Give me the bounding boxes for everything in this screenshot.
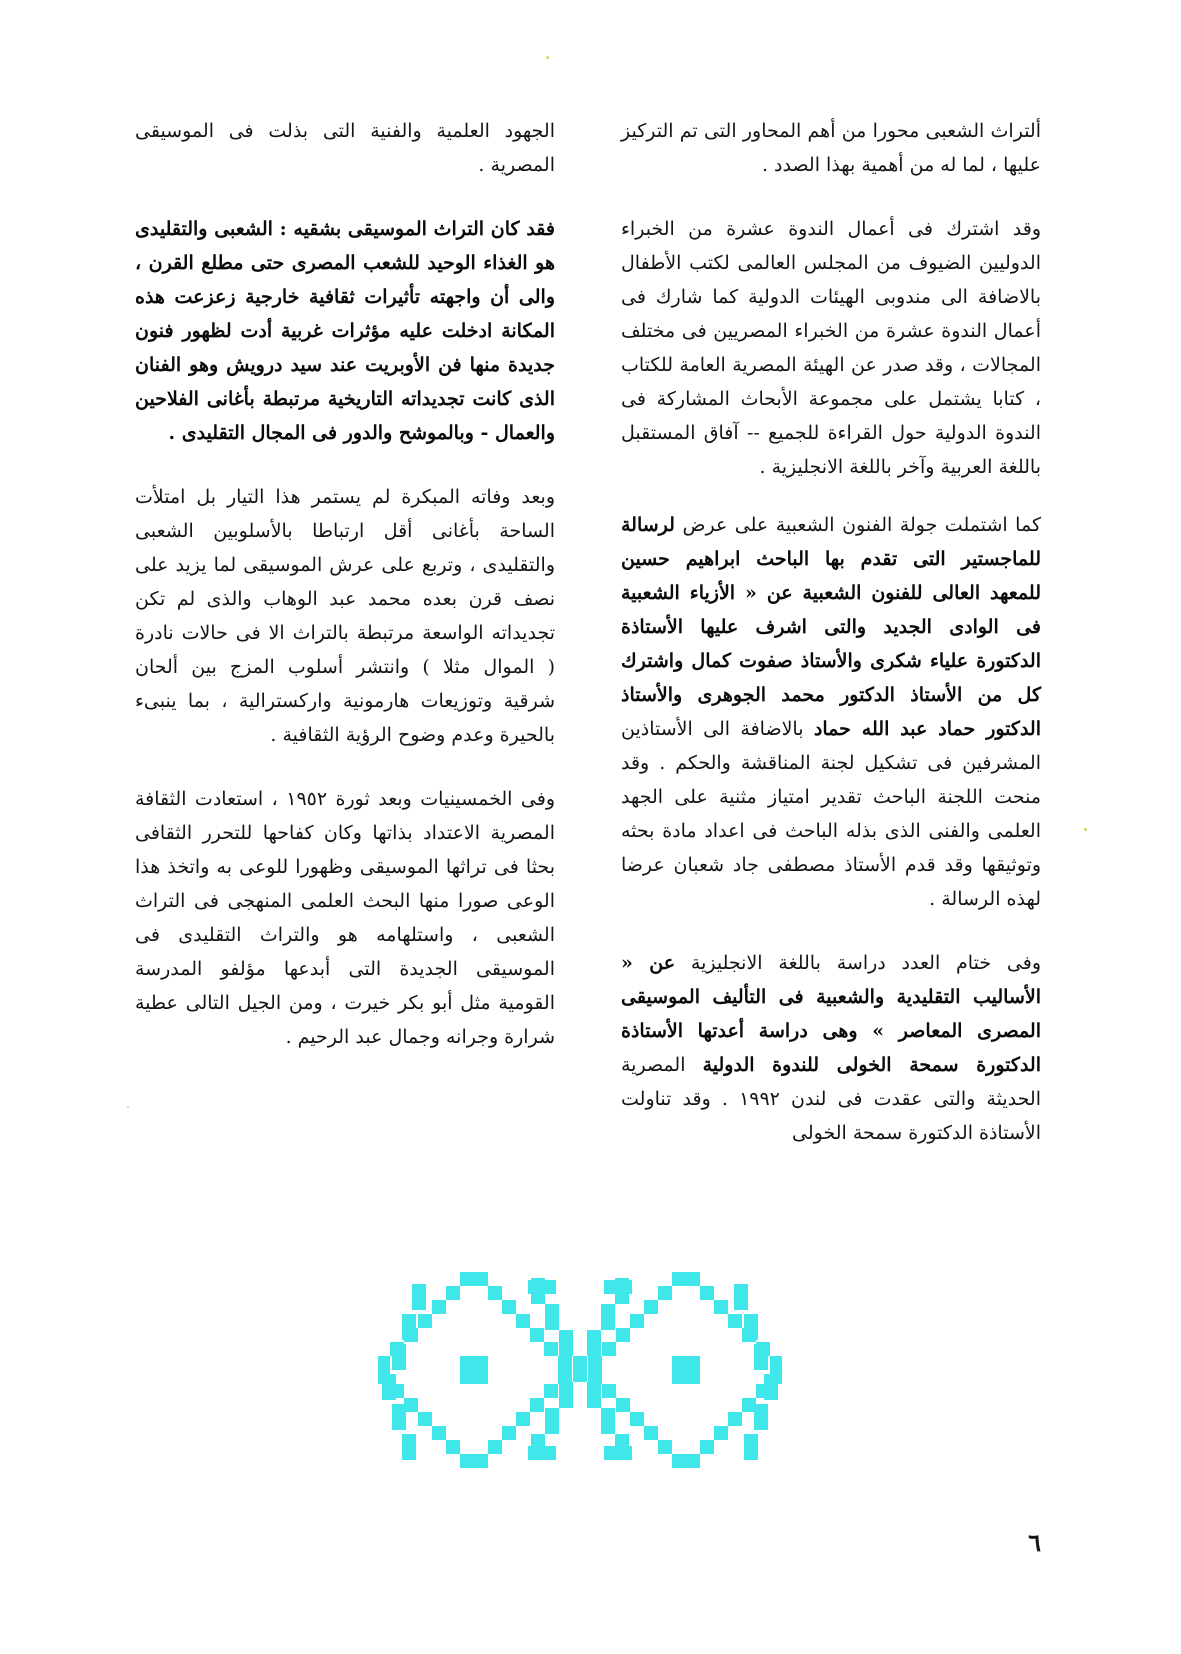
- ornament-block: [559, 1382, 573, 1408]
- folk-pattern-ornament: [378, 1270, 782, 1470]
- ornament-block: [418, 1314, 432, 1328]
- ornament-block: [474, 1454, 488, 1468]
- ornament-block: [644, 1426, 658, 1440]
- ornament-block: [412, 1284, 426, 1310]
- ornament-block: [672, 1454, 686, 1468]
- ornament-block: [544, 1342, 558, 1356]
- bold-paragraph-text: عن « الأساليب التقليدية والشعبية فى التأليف الموسيقى المصرى المعاصر » وهى دراسة أعدتها الأستاذة الدكتورة سمحة الخولى للندوة الدولية: [621, 952, 1041, 1076]
- ornament-block: [672, 1356, 700, 1384]
- ornament-block: [658, 1286, 672, 1300]
- ornament-block: [714, 1426, 728, 1440]
- ornament-block: [686, 1454, 700, 1468]
- ornament-block: [728, 1314, 742, 1328]
- left-column: [135, 114, 555, 1084]
- ornament-block: [644, 1300, 658, 1314]
- ornament-block: [616, 1328, 630, 1342]
- ornament-block: [502, 1426, 516, 1440]
- ornament-block: [744, 1434, 758, 1460]
- ornament-block: [558, 1356, 572, 1370]
- ornament-block: [404, 1398, 418, 1412]
- ornament-block: [559, 1330, 573, 1356]
- ornament-block: [602, 1384, 616, 1398]
- ornament-block: [544, 1384, 558, 1398]
- paragraph: الجهود العلمية والفنية التى بذلت فى الموسيقى المصرية .: [135, 120, 555, 176]
- ornament-block: [460, 1356, 488, 1384]
- ornament-block: [754, 1344, 768, 1370]
- paragraph: وقد اشترك فى أعمال الندوة عشرة من الخبراء الدوليين الضيوف من المجلس العالمى لكتب الأطفال بالاضافة الى مندوبى الهيئات الدولية كما شارك فى أعمال الندوة عشرة من الخبراء المصريين فى مختلف المجالات ، وقد صدر عن الهيئة المصرية العامة للكتاب ، كتابا يشتمل على مجموعة الأبحاث المشاركة فى الندوة الدولية حول القراءة للجميع -- آفاق المستقبل باللغة العربية وآخر باللغة الانجليزية .: [621, 218, 1041, 478]
- ornament-block: [601, 1304, 615, 1330]
- ornament-block: [728, 1412, 742, 1426]
- ornament-block: [378, 1356, 390, 1370]
- ornament-block: [545, 1408, 559, 1434]
- ornament-block: [516, 1412, 530, 1426]
- ornament-block: [530, 1328, 544, 1342]
- ornament-block: [432, 1300, 446, 1314]
- ornament-block: [528, 1280, 556, 1294]
- paragraph: وبعد وفاته المبكرة لم يستمر هذا التيار بل امتلأت الساحة بأغانى أقل ارتباطا بالأسلوبين الشعبى والتقليدى ، وتربع على عرش الموسيقى لما يزيد على نصف قرن بعده محمد عبد الوهاب والذى لم تكن تجديداته الواسعة مرتبطة بالتراث الا فى حالات نادرة ( الموال مثلا ) وانتشر أسلوب المزج بين ألحان شرقية وتوزيعات هارمونية واركسترالية ، بما ينبىء بالحيرة وعدم وضوح الرؤية الثقافية .: [135, 486, 555, 746]
- ornament-block: [573, 1356, 587, 1382]
- ornament-block: [588, 1370, 602, 1384]
- ornament-block: [658, 1440, 672, 1454]
- paragraph: [621, 946, 1041, 1150]
- ornament-block: [488, 1440, 502, 1454]
- ornament-block: [488, 1286, 502, 1300]
- ornament-block: [460, 1454, 474, 1468]
- ornament-block: [770, 1356, 782, 1370]
- ornament-block: [587, 1330, 601, 1356]
- ornament-block: [402, 1314, 416, 1340]
- paragraph-text: بالاضافة الى الأستاذين المشرفين فى تشكيل لجنة المناقشة والحكم . وقد منحت اللجنة الباحث تقدير امتياز مثنية على الجهد العلمى والفنى الذى بذله الباحث فى اعداد مادة بحثه وتوثيقها وقد قدم الأستاذ مصطفى جاد شعبان عرضا لهذه الرسالة .: [621, 718, 1041, 910]
- ornament-block: [700, 1286, 714, 1300]
- paragraph: وفى الخمسينيات وبعد ثورة ١٩٥٢ ، استعادت الثقافة المصرية الاعتداد بذاتها وكان كفاحها للتحرر الثقافى بحثا فى تراثها الموسيقى وظهورا للوعى به واتخذ هذا الوعى صورا منها البحث العلمى المنهجى فى التراث الشعبى ، واستلهامه هو والتراث التقليدى فى الموسيقى الجديدة التى أبدعها مؤلفو المدرسة القومية مثل أبو بكر خيرت ، ومن الجيل التالى عطية شرارة وجرانه وجمال عبد الرحيم .: [135, 788, 555, 1048]
- ornament-block: [392, 1404, 406, 1430]
- ornament-block: [587, 1382, 601, 1408]
- paragraph: [621, 508, 1041, 916]
- ornament-block: [604, 1446, 632, 1460]
- print-speck: [127, 1106, 129, 1108]
- ornament-block: [530, 1398, 544, 1412]
- ornament-block: [432, 1426, 446, 1440]
- ornament-block: [754, 1404, 768, 1430]
- ornament-block: [474, 1272, 488, 1286]
- ornament-block: [558, 1370, 572, 1384]
- ornament-block: [516, 1314, 530, 1328]
- print-speck: [1084, 828, 1087, 831]
- ornament-block: [744, 1314, 758, 1340]
- ornament-block: [382, 1374, 396, 1400]
- ornament-block: [734, 1284, 748, 1310]
- ornament-block: [418, 1412, 432, 1426]
- paragraph-text: وفى ختام العدد دراسة باللغة الانجليزية: [690, 952, 1041, 974]
- bold-paragraph-text: لرسالة للماجستير التى تقدم بها الباحث ابراهيم حسين للمعهد العالى للفنون الشعبية عن « الأزياء الشعبية فى الوادى الجديد والتى اشرف عليها الأستاذة الدكتورة علياء شكرى والأستاذ صفوت كمال واشترك كل من الأستاذ الدكتور محمد الجوهرى والأستاذ الدكتور حماد عبد الله حماد: [621, 514, 1042, 740]
- ornament-block: [545, 1304, 559, 1330]
- paragraph: ألتراث الشعبى محورا من أهم المحاور التى تم التركيز عليها ، لما له من أهمية بهذا الصدد .: [621, 120, 1041, 176]
- ornament-block: [604, 1280, 632, 1294]
- ornament-block: [764, 1374, 778, 1400]
- ornament-block: [446, 1286, 460, 1300]
- paragraph-text: كما اشتملت جولة الفنون الشعبية على عرض: [682, 514, 1041, 536]
- page-number: ٦: [1028, 1528, 1041, 1557]
- paragraph-text: المصرية الحديثة والتى عقدت فى لندن ١٩٩٢ . وقد تناولت الأستاذة الدكتورة سمحة الخولى: [621, 1054, 1041, 1144]
- ornament-block: [446, 1440, 460, 1454]
- ornament-block: [616, 1398, 630, 1412]
- ornament-block: [392, 1344, 406, 1370]
- ornament-block: [630, 1412, 644, 1426]
- ornament-block: [672, 1272, 686, 1286]
- ornament-block: [630, 1314, 644, 1328]
- ornament-block: [528, 1446, 556, 1460]
- ornament-block: [601, 1408, 615, 1434]
- ornament-block: [588, 1356, 602, 1370]
- ornament-block: [686, 1272, 700, 1286]
- ornament-block: [602, 1342, 616, 1356]
- ornament-block: [742, 1398, 756, 1412]
- bold-paragraph: فقد كان التراث الموسيقى بشقيه : الشعبى والتقليدى هو الغذاء الوحيد للشعب المصرى حتى مطلع القرن ، والى أن واجهته تأثيرات ثقافية خارجية زعزعت هذه المكانة ادخلت عليه مؤثرات غربية أدت لظهور فنون جديدة منها فن الأوبريت عند سيد درويش وهو الفنان الذى كانت تجديداته التاريخية مرتبطة بأغانى الفلاحين والعمال - وبالموشح والدور فى المجال التقليدى .: [135, 218, 555, 444]
- ornament-block: [502, 1300, 516, 1314]
- ornament-block: [460, 1272, 474, 1286]
- right-column: [621, 114, 1041, 1180]
- ornament-block: [700, 1440, 714, 1454]
- print-speck: [546, 56, 549, 59]
- ornament-block: [402, 1434, 416, 1460]
- ornament-block: [714, 1300, 728, 1314]
